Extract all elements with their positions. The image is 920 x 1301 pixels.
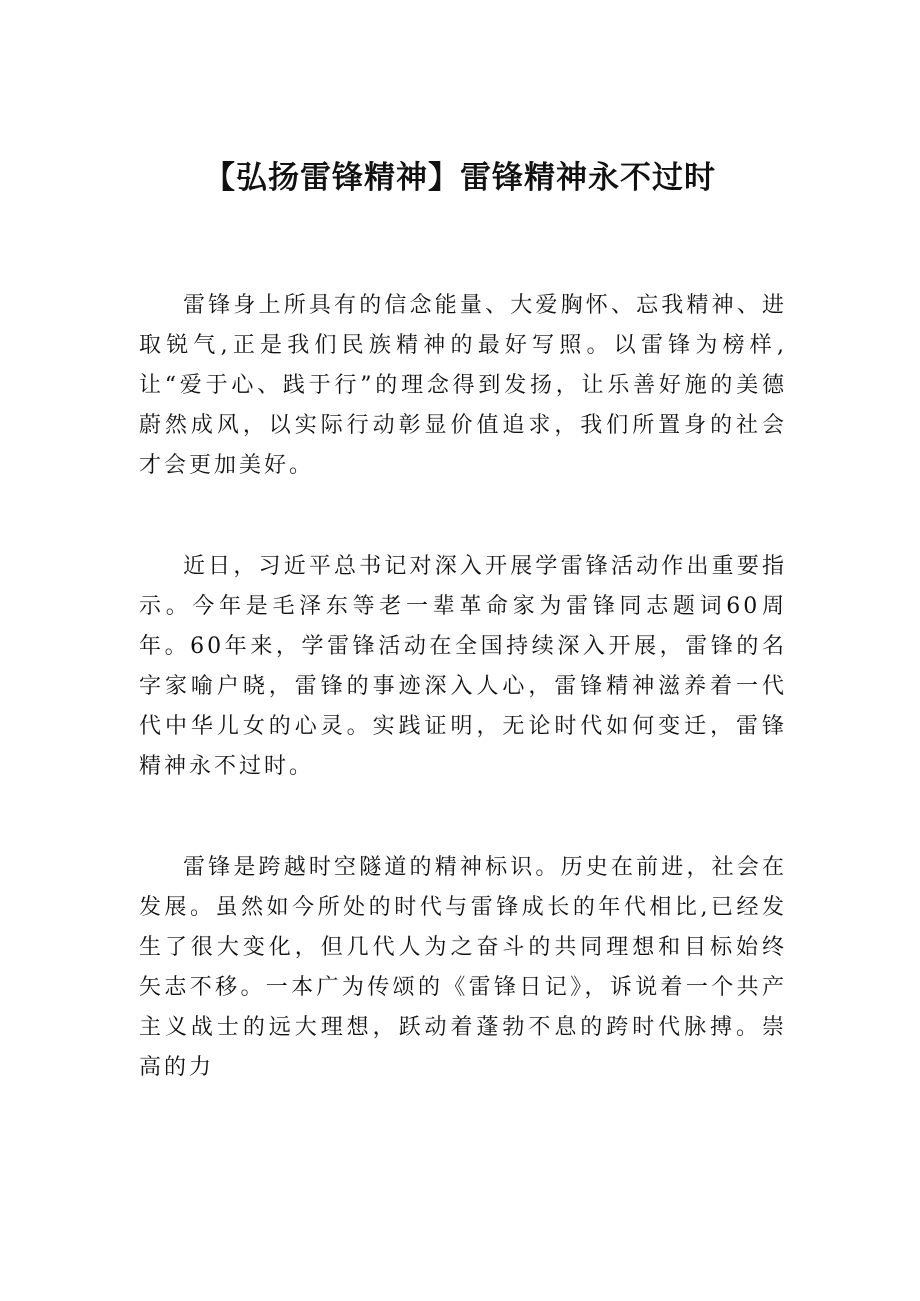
paragraph-2: 近日，习近平总书记对深入开展学雷锋活动作出重要指示。今年是毛泽东等老一辈革命家为雷锋同志题词60周年。60年来，学雷锋活动在全国持续深入开展，雷锋的名字家喻户晓，雷锋的事迹深入人心，雷锋精神滋养着一代代中华儿女的心灵。实践证明，无论时代如何变迁，雷锋精神永不过时。: [139, 554, 787, 779]
document-body: [139, 286, 787, 1149]
paragraph-1: 雷锋身上所具有的信念能量、大爱胸怀、忘我精神、进取锐气,正是我们民族精神的最好写照。以雷锋为榜样,让“爱于心、践于行”的理念得到发扬，让乐善好施的美德蔚然成风，以实际行动彰显价值追求，我们所置身的社会才会更加美好。: [139, 293, 787, 478]
document-title: 【弘扬雷锋精神】雷锋精神永不过时: [204, 160, 716, 196]
paragraph-3: 雷锋是跨越时空隧道的精神标识。历史在前进，社会在发展。虽然如今所处的时代与雷锋成长的年代相比,已经发生了很大变化，但几代人为之奋斗的共同理想和目标始终矢志不移。一本广为传颂的《雷锋日记》，诉说着一个共产主义战士的远大理想，跃动着蓬勃不息的跨时代脉搏。崇高的力: [139, 855, 787, 1080]
